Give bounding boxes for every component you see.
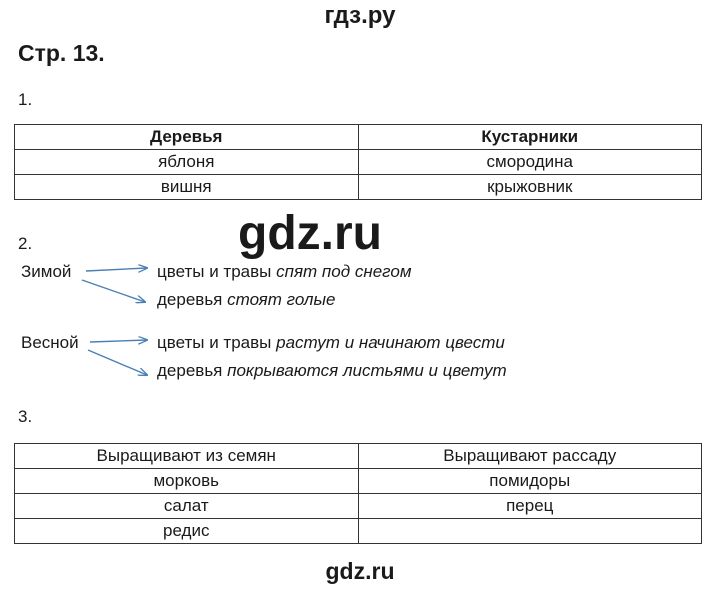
header-shrubs: Кустарники xyxy=(358,125,702,150)
header-seedlings: Выращивают рассаду xyxy=(358,444,702,469)
table-header-row xyxy=(15,444,702,469)
table-cell xyxy=(358,519,702,544)
task-2-number: 2. xyxy=(18,234,33,253)
phrase-answer: спят под снегом xyxy=(276,262,412,281)
table-cell: яблоня xyxy=(15,150,359,175)
table-row xyxy=(15,494,702,519)
phrase-plain: деревья xyxy=(157,290,223,309)
table-row xyxy=(15,469,702,494)
table-cell: салат xyxy=(15,494,359,519)
spring-line-1 xyxy=(157,333,505,353)
site-footer: gdz.ru xyxy=(325,558,395,584)
season-winter: Зимой xyxy=(21,262,72,281)
arrow-spring-1 xyxy=(90,340,147,342)
arrow-spring-2 xyxy=(88,350,147,375)
header-trees: Деревья xyxy=(15,125,359,150)
season-spring: Весной xyxy=(21,333,79,352)
table-cell: морковь xyxy=(15,469,359,494)
winter-line-1 xyxy=(157,262,411,282)
site-header: гдз.ру xyxy=(324,2,396,29)
arrow-winter-1 xyxy=(86,268,147,271)
winter-line-2 xyxy=(157,290,335,310)
table-row xyxy=(15,519,702,544)
phrase-answer: растут и начинают цвести xyxy=(276,333,505,352)
task-3-number: 3. xyxy=(18,407,33,426)
table-cell: помидоры xyxy=(358,469,702,494)
header-from-seeds: Выращивают из семян xyxy=(15,444,359,469)
table-cell: перец xyxy=(358,494,702,519)
task-1-number: 1. xyxy=(18,90,33,109)
table-cell: крыжовник xyxy=(358,175,702,200)
phrase-plain: цветы и травы xyxy=(157,333,272,352)
table-cell: смородина xyxy=(358,150,702,175)
seeds-seedlings-table xyxy=(14,443,702,544)
arrow-winter-2 xyxy=(82,280,145,302)
table-cell: редис xyxy=(15,519,359,544)
spring-line-2 xyxy=(157,361,507,381)
watermark: gdz.ru xyxy=(238,207,382,260)
phrase-plain: цветы и травы xyxy=(157,262,272,281)
page-title: Стр. 13. xyxy=(18,40,105,66)
phrase-answer: стоят голые xyxy=(227,290,336,309)
table-cell: вишня xyxy=(15,175,359,200)
phrase-answer: покрываются листьями и цветут xyxy=(227,361,507,380)
phrase-plain: деревья xyxy=(157,361,223,380)
